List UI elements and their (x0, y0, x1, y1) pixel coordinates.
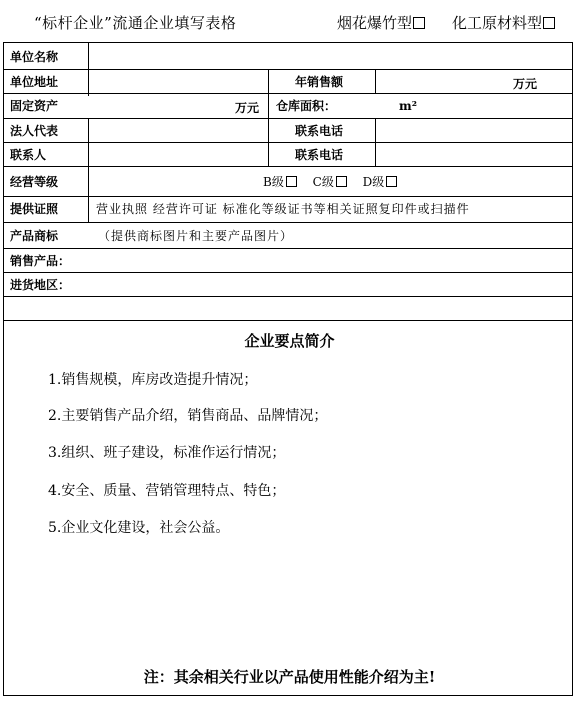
contact-phone-field[interactable] (377, 120, 571, 141)
contact-person-label: 联系人 (10, 148, 47, 162)
type-fireworks (337, 12, 425, 33)
company-name-field[interactable] (90, 44, 570, 68)
legal-rep-field[interactable] (90, 120, 266, 141)
grade-option-c[interactable]: C级 (313, 175, 347, 189)
contact-person-field[interactable] (90, 144, 266, 165)
col-divider (268, 69, 269, 166)
intro-point: 5.企业文化建设，社会公益。 (48, 520, 230, 536)
annual-sales-field[interactable] (377, 71, 507, 92)
row-divider (3, 222, 573, 223)
type-chemical-label: 化工原材料型 (452, 14, 543, 32)
origin-field[interactable] (80, 274, 570, 295)
address-field[interactable] (90, 71, 266, 92)
form-title: “标杆企业”流通企业填写表格 (34, 14, 237, 32)
fixed-assets-field[interactable] (90, 95, 230, 116)
checkbox-grade-b[interactable] (286, 176, 297, 187)
col-divider (375, 118, 376, 166)
intro-point: 2.主要销售产品介绍，销售商品、品牌情况； (48, 408, 328, 424)
intro-point: 4.安全、质量、营销管理特点、特色； (48, 483, 286, 499)
brand-label: 产品商标 (10, 229, 59, 243)
checkbox-grade-d[interactable] (386, 176, 397, 187)
grade-option-b[interactable]: B级 (263, 175, 297, 189)
col-divider (88, 118, 89, 222)
annual-sales-label: 年销售额 (295, 75, 344, 89)
checkbox-chemical[interactable] (543, 17, 555, 29)
checkbox-fireworks[interactable] (413, 17, 425, 29)
contact-phone-field-2[interactable] (377, 144, 571, 165)
type-chemical (452, 12, 555, 33)
contact-phone-label-2: 联系电话 (295, 148, 344, 162)
warehouse-area-label: 仓库面积： (276, 99, 337, 113)
documents-note: 营业执照 经营许可证 标准化等级证书等相关证照复印件或扫描件 (96, 202, 470, 216)
origin-label: 进货地区： (10, 278, 71, 292)
documents-label: 提供证照 (10, 202, 59, 216)
legal-rep-label: 法人代表 (10, 124, 59, 138)
products-field[interactable] (80, 250, 570, 271)
grade-options (263, 173, 409, 190)
contact-phone-label: 联系电话 (295, 124, 344, 138)
intro-title: 企业要点简介 (244, 332, 335, 350)
intro-point: 3.组织、班子建设，标准作运行情况； (48, 445, 286, 461)
warehouse-area-unit: m² (399, 99, 417, 113)
fixed-assets-label: 固定资产 (10, 99, 59, 113)
grade-label: 经营等级 (10, 175, 59, 189)
fixed-assets-unit: 万元 (235, 101, 260, 115)
footer-note: 注：其余相关行业以产品使用性能介绍为主! (143, 668, 436, 686)
row-divider (3, 272, 573, 273)
row-divider (3, 296, 573, 297)
grade-option-d[interactable]: D级 (363, 175, 398, 189)
col-divider (88, 42, 89, 96)
company-name-label: 单位名称 (10, 50, 59, 64)
row-divider (3, 320, 573, 321)
type-fireworks-label: 烟花爆竹型 (337, 14, 413, 32)
brand-note: （提供商标图片和主要产品图片） (98, 229, 294, 243)
checkbox-grade-c[interactable] (336, 176, 347, 187)
warehouse-area-field[interactable] (345, 95, 395, 116)
row-divider (3, 248, 573, 249)
products-label: 销售产品： (10, 254, 71, 268)
annual-sales-unit: 万元 (513, 77, 538, 91)
address-label: 单位地址 (10, 75, 59, 89)
col-divider (375, 69, 376, 93)
intro-point: 1.销售规模，库房改造提升情况； (48, 372, 258, 388)
